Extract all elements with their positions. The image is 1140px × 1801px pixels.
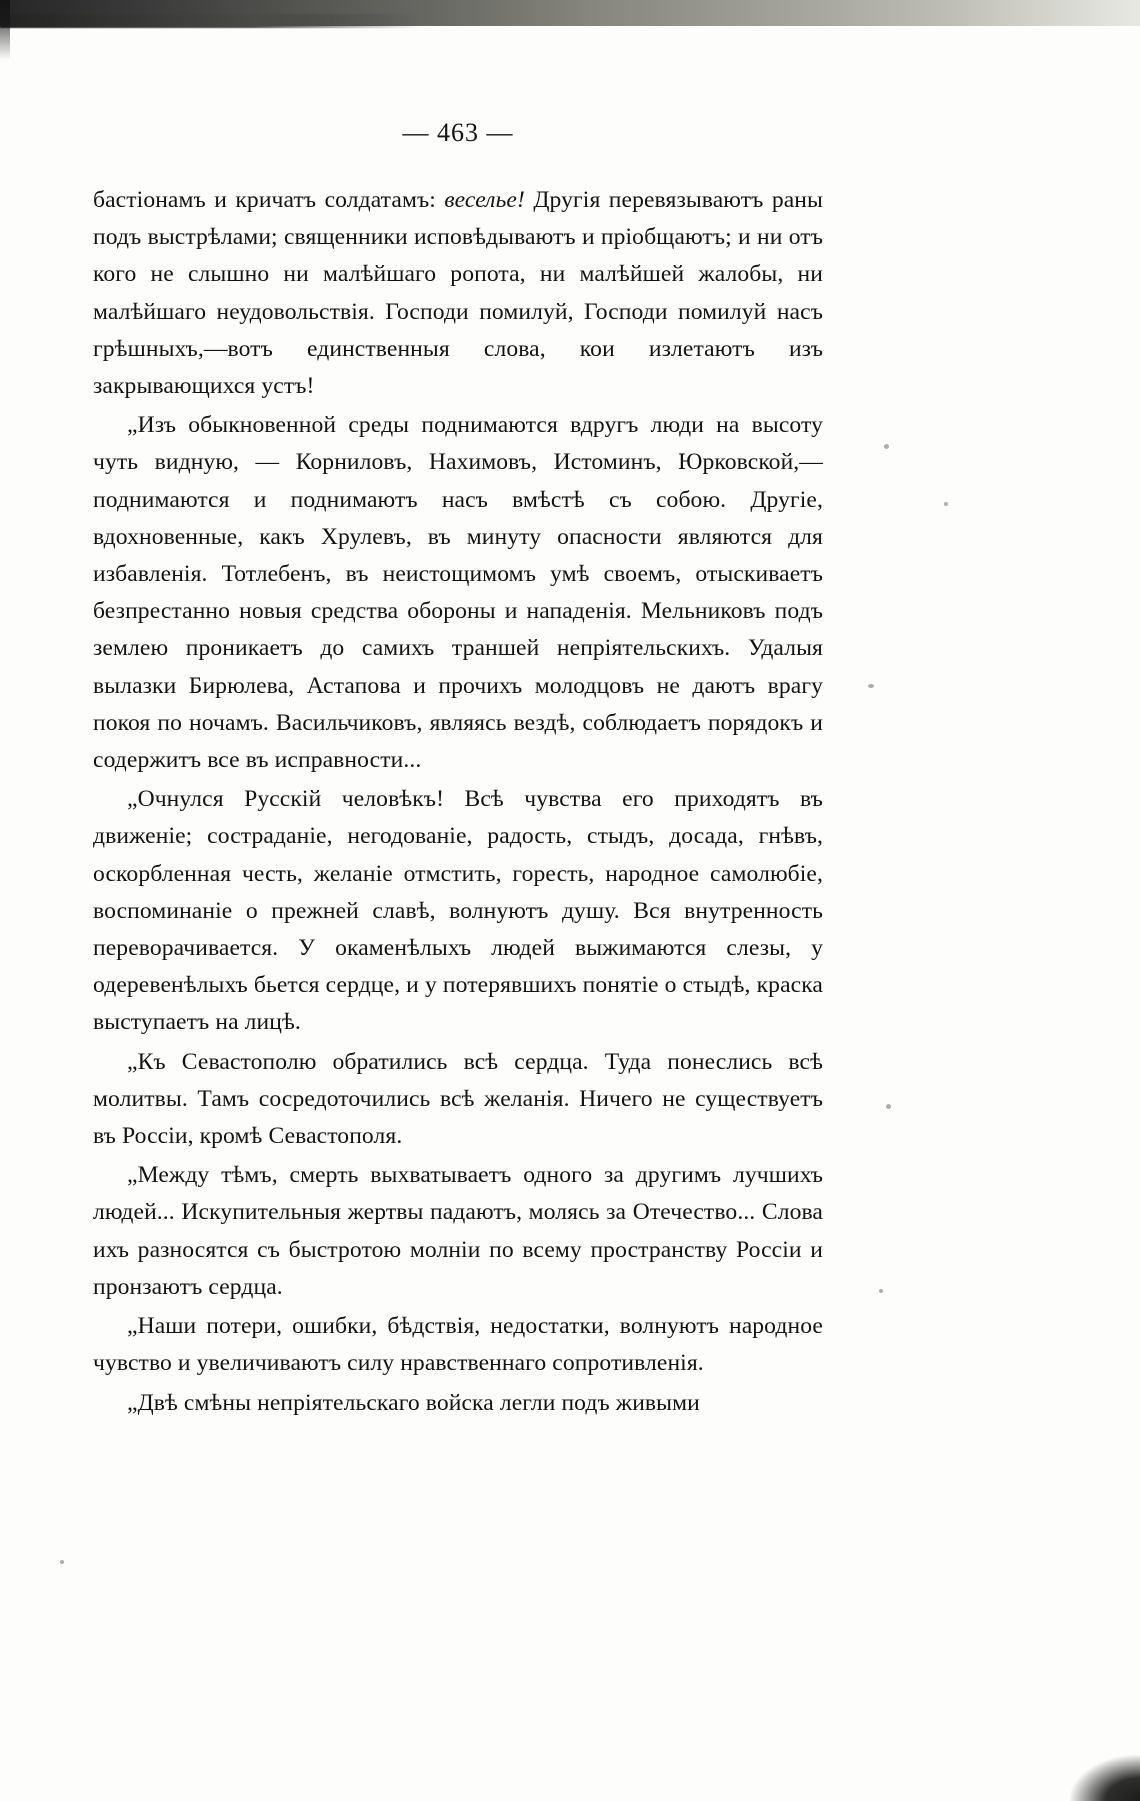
paragraph	[93, 781, 823, 1041]
scan-edge-bottom-right-artifact	[1070, 1755, 1140, 1801]
body-text	[93, 182, 823, 1422]
speck-artifact	[884, 444, 889, 449]
paragraph-text: Другія перевязываютъ раны подъ выстрѣлами; священники исповѣдываютъ и пріобщаютъ; и ни отъ кого не слышно ни малѣйшаго ропота, ни малѣйшей жалобы, ни малѣйшаго неудовольствія. Господи помилуй, Господи помилуй насъ грѣшныхъ,—вотъ единственныя слова, кои излетаютъ изъ закрывающихся устъ!	[93, 187, 823, 400]
paragraph-text: „Къ Севастополю обратились всѣ сердца. Туда понеслись всѣ молитвы. Тамъ сосредоточились всѣ желанія. Ничего не существуетъ въ Россіи, кромѣ Севастополя.	[93, 1048, 823, 1150]
paragraph	[93, 182, 823, 405]
paragraph-text: „Изъ обыкновенной среды поднимаются вдругъ люди на высоту чуть видную, — Корниловъ, Нахимовъ, Истоминъ, Юрковской,—поднимаются и поднимаютъ насъ вмѣстѣ съ собою. Другіе, вдохновенные, какъ Хрулевъ, въ минуту опасности являются для избавленія. Тотлебенъ, въ неистощимомъ умѣ своемъ, отыскиваетъ безпрестанно новыя средства обороны и нападенія. Мельниковъ подъ землею проникаетъ до самихъ траншей непріятельскихъ. Удалыя вылазки Бирюлева, Астапова и прочихъ молодцовъ не даютъ врагу покоя по ночамъ. Васильчиковъ, являясь вездѣ, соблюдаетъ порядокъ и содержитъ все въ исправности...	[93, 412, 823, 774]
speck-artifact	[879, 1289, 883, 1293]
speck-artifact	[886, 1104, 891, 1109]
paragraph	[93, 1385, 823, 1422]
emphasis-text: веселье!	[444, 187, 525, 213]
paragraph-text: бастіонамъ и кричатъ солдатамъ:	[93, 187, 445, 213]
paragraph-text: „Очнулся Русскій человѣкъ! Всѣ чувства его приходятъ въ движеніе; состраданіе, негодованіе, радость, стыдъ, досада, гнѣвъ, оскорбленная честь, желаніе отмстить, горесть, народное самолюбіе, воспоминаніе о прежней славѣ, волнуютъ душу. Вся внутренность переворачивается. У окаменѣлыхъ людей выжимаются слезы, у одеревенѣлыхъ бьется сердце, и у потерявшихъ понятіе о стыдѣ, краска выступаетъ на лицѣ.	[93, 786, 823, 1036]
paragraph	[93, 407, 823, 779]
paragraph	[93, 1044, 823, 1156]
speck-artifact	[868, 684, 874, 688]
speck-artifact	[60, 1560, 64, 1564]
paragraph	[93, 1308, 823, 1382]
paragraph-text: „Двѣ смѣны непріятельскаго войска легли подъ живыми	[127, 1389, 700, 1416]
paragraph-text: „Между тѣмъ, смерть выхватываетъ одного за другимъ лучшихъ людей... Искупительныя жертвы падаютъ, молясь за Отечество... Слова ихъ разносятся съ быстротою молніи по всему пространству Россіи и пронзаютъ сердца.	[93, 1162, 823, 1300]
page-content	[93, 0, 823, 1423]
page-number: — 463 —	[402, 118, 514, 147]
speck-artifact	[944, 502, 948, 506]
scan-edge-left-artifact	[0, 0, 10, 60]
paragraph-text: „Наши потери, ошибки, бѣдствія, недостатки, волнуютъ народное чувство и увеличиваютъ силу нравственнаго сопротивленія.	[93, 1313, 823, 1377]
paragraph	[93, 1157, 823, 1306]
